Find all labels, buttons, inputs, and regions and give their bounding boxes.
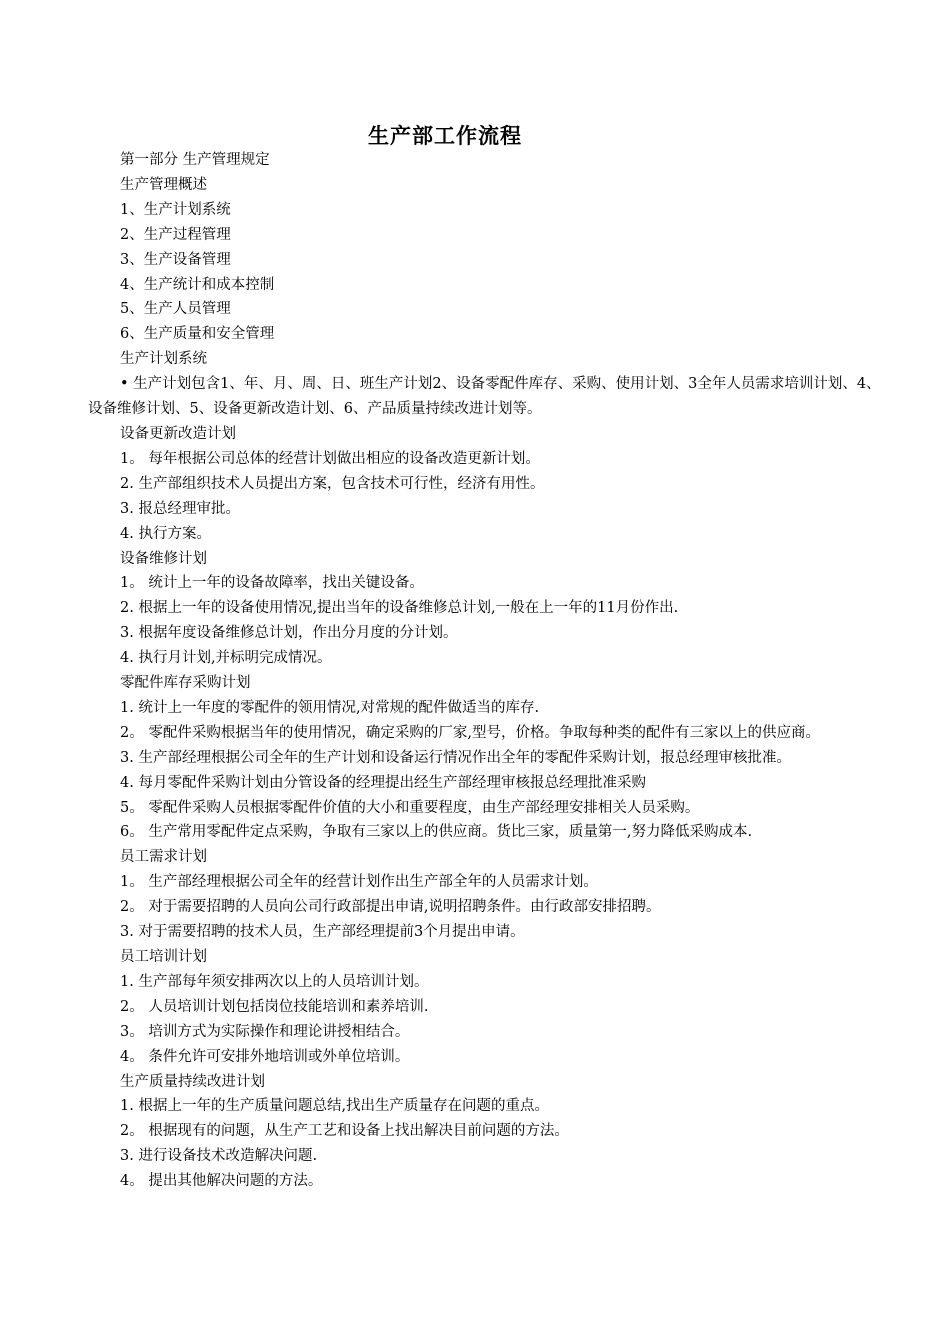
list-item: 3、生产设备管理 bbox=[120, 251, 231, 268]
list-item: 3. 根据年度设备维修总计划，作出分月度的分计划。 bbox=[120, 625, 458, 642]
list-item: 3. 报总经理审批。 bbox=[120, 500, 240, 517]
list-item: 2. 生产部组织技术人员提出方案，包含技术可行性，经济有用性。 bbox=[120, 475, 545, 492]
list-item: 1。 生产部经理根据公司全年的经营计划作出生产部全年的人员需求计划。 bbox=[120, 874, 598, 891]
list-item: 3. 对于需要招聘的技术人员，生产部经理提前3个月提出申请。 bbox=[120, 924, 525, 941]
list-item: 2。 人员培训计划包括岗位技能培训和素养培训. bbox=[120, 998, 429, 1015]
list-item: 4. 执行月计划,并标明完成情况。 bbox=[120, 650, 332, 667]
list-item: 4。 提出其他解决问题的方法。 bbox=[120, 1173, 323, 1190]
section-heading: 员工需求计划 bbox=[120, 849, 207, 866]
document-body bbox=[88, 148, 888, 1194]
section-heading: 生产计划系统 bbox=[120, 351, 207, 368]
document-title: 生产部工作流程 bbox=[368, 124, 522, 148]
list-item: 2。 对于需要招聘的人员向公司行政部提出申请,说明招聘条件。由行政部安排招聘。 bbox=[120, 899, 661, 916]
list-item: 6、生产质量和安全管理 bbox=[120, 326, 275, 343]
list-item: 3。 培训方式为实际操作和理论讲授相结合。 bbox=[120, 1023, 410, 1040]
list-item: 3. 生产部经理根据公司全年的生产计划和设备运行情况作出全年的零配件采购计划，报总经理审核批准。 bbox=[120, 749, 791, 766]
bullet-paragraph: • 生产计划包含1、年、月、周、日、班生产计划2、设备零配件库存、采购、使用计划、3全年人员需求培训计划、4、设备维修计划、5、设备更新改造计划、6、产品质量持续改进计划等。 bbox=[88, 376, 881, 418]
section-heading: 生产质量持续改进计划 bbox=[120, 1073, 265, 1090]
list-item: 5。 零配件采购人员根据零配件价值的大小和重要程度，由生产部经理安排相关人员采购。 bbox=[120, 799, 700, 816]
list-item: 1。 统计上一年的设备故障率，找出关键设备。 bbox=[120, 575, 424, 592]
list-item: 1、生产计划系统 bbox=[120, 201, 231, 218]
list-item: 6。 生产常用零配件定点采购，争取有三家以上的供应商。货比三家，质量第一,努力降低采购成本. bbox=[120, 824, 753, 841]
section-heading: 零配件库存采购计划 bbox=[120, 675, 251, 692]
list-item: 2、生产过程管理 bbox=[120, 226, 231, 243]
list-item: 4、生产统计和成本控制 bbox=[120, 276, 275, 293]
section-heading: 设备更新改造计划 bbox=[120, 425, 236, 442]
list-item: 4. 每月零配件采购计划由分管设备的经理提出经生产部经理审核报总经理批准采购 bbox=[120, 774, 646, 791]
list-item: 2。 根据现有的问题，从生产工艺和设备上找出解决目前问题的方法。 bbox=[120, 1123, 569, 1140]
list-item: 1。 每年根据公司总体的经营计划做出相应的设备改造更新计划。 bbox=[120, 450, 540, 467]
part-heading: 第一部分 生产管理规定 bbox=[120, 152, 270, 168]
list-item: 2。 零配件采购根据当年的使用情况，确定采购的厂家,型号，价格。争取每种类的配件有三家以上的供应商。 bbox=[120, 724, 820, 741]
section-heading: 设备维修计划 bbox=[120, 550, 207, 567]
section-heading: 生产管理概述 bbox=[120, 176, 207, 193]
list-item: 1. 统计上一年度的零配件的领用情况,对常规的配件做适当的库存. bbox=[120, 699, 540, 716]
list-item: 2. 根据上一年的设备使用情况,提出当年的设备维修总计划,一般在上一年的11月份作出. bbox=[120, 600, 679, 617]
section-heading: 员工培训计划 bbox=[120, 949, 207, 965]
list-item: 1. 生产部每年须安排两次以上的人员培训计划。 bbox=[120, 973, 429, 990]
list-item: 3. 进行设备技术改造解决问题. bbox=[120, 1148, 318, 1165]
list-item: 4。 条件允许可安排外地培训或外单位培训。 bbox=[120, 1048, 410, 1065]
list-item: 1. 根据上一年的生产质量问题总结,找出生产质量存在问题的重点。 bbox=[120, 1098, 550, 1115]
list-item: 5、生产人员管理 bbox=[120, 301, 231, 318]
list-item: 4. 执行方案。 bbox=[120, 525, 211, 542]
